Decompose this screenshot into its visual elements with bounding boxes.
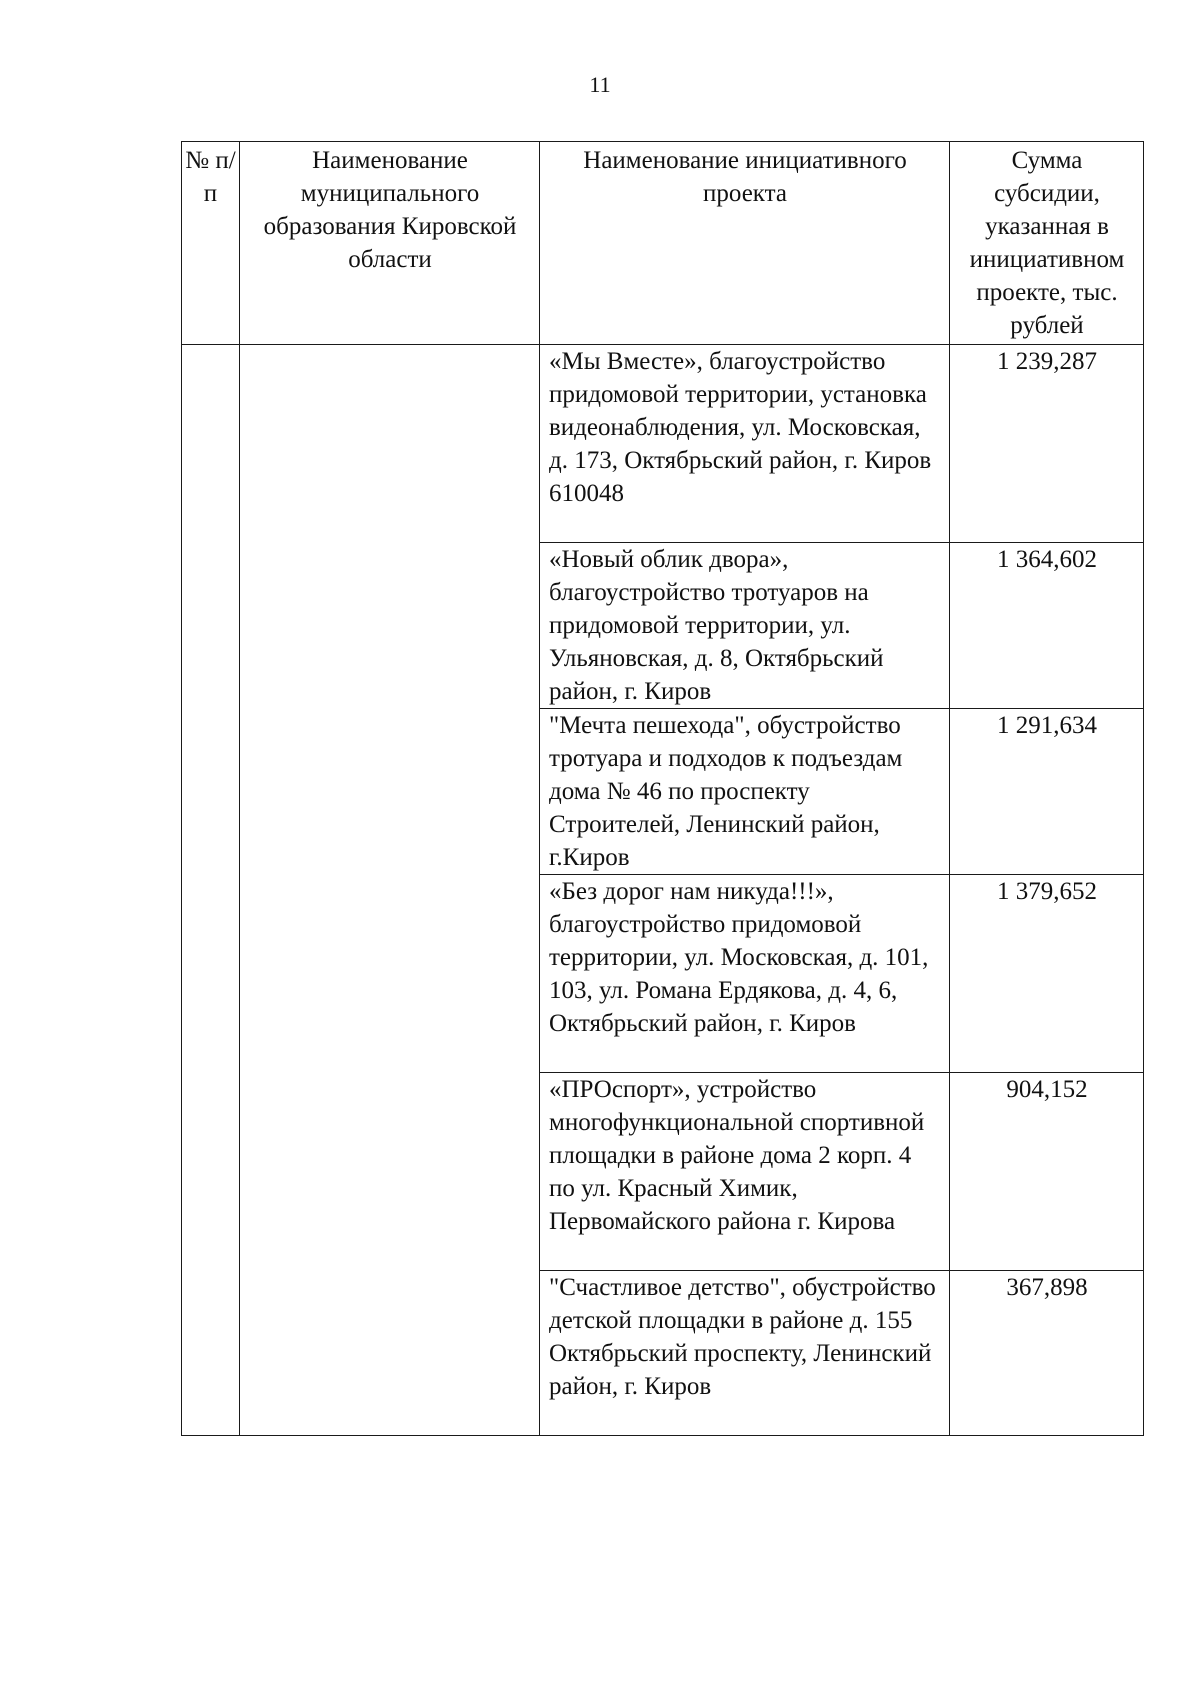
- amount-cell: 1 291,634: [950, 709, 1144, 875]
- header-number: № п/п: [182, 142, 240, 345]
- amount-cell: 1 379,652: [950, 875, 1144, 1073]
- amount-cell: 1 364,602: [950, 543, 1144, 709]
- amount-cell: 1 239,287: [950, 345, 1144, 543]
- project-cell: "Счастливое детство", обустройство детской площадки в районе д. 155 Октябрьский проспекту, Ленинский район, г. Киров: [540, 1271, 950, 1436]
- header-municipality: Наименование муниципального образования Кировской области: [240, 142, 540, 345]
- table-row: [182, 345, 1144, 543]
- subsidy-table: [181, 141, 1144, 1436]
- project-cell: «ПРОспорт», устройство многофункциональной спортивной площадки в районе дома 2 корп. 4 по ул. Красный Химик, Первомайского района г. Кирова: [540, 1073, 950, 1271]
- project-cell: «Мы Вместе», благоустройство придомовой территории, установка видеонаблюдения, ул. Московская, д. 173, Октябрьский район, г. Киров 610048: [540, 345, 950, 543]
- project-cell: «Без дорог нам никуда!!!», благоустройство придомовой территории, ул. Московская, д. 101, 103, ул. Романа Ердякова, д. 4, 6, Октябрьский район, г. Киров: [540, 875, 950, 1073]
- amount-cell: 367,898: [950, 1271, 1144, 1436]
- page-number: 11: [589, 72, 611, 97]
- row-number-cell: [182, 345, 240, 1436]
- table-header-row: [182, 142, 1144, 345]
- project-cell: «Новый облик двора», благоустройство тротуаров на придомовой территории, ул. Ульяновская, д. 8, Октябрьский район, г. Киров: [540, 543, 950, 709]
- header-project: Наименование инициативного проекта: [540, 142, 950, 345]
- amount-cell: 904,152: [950, 1073, 1144, 1271]
- project-cell: "Мечта пешехода", обустройство тротуара и подходов к подъездам дома № 46 по проспекту Строителей, Ленинский район, г.Киров: [540, 709, 950, 875]
- municipality-cell: [240, 345, 540, 1436]
- header-amount: Сумма субсидии, указанная в инициативном проекте, тыс. рублей: [950, 142, 1144, 345]
